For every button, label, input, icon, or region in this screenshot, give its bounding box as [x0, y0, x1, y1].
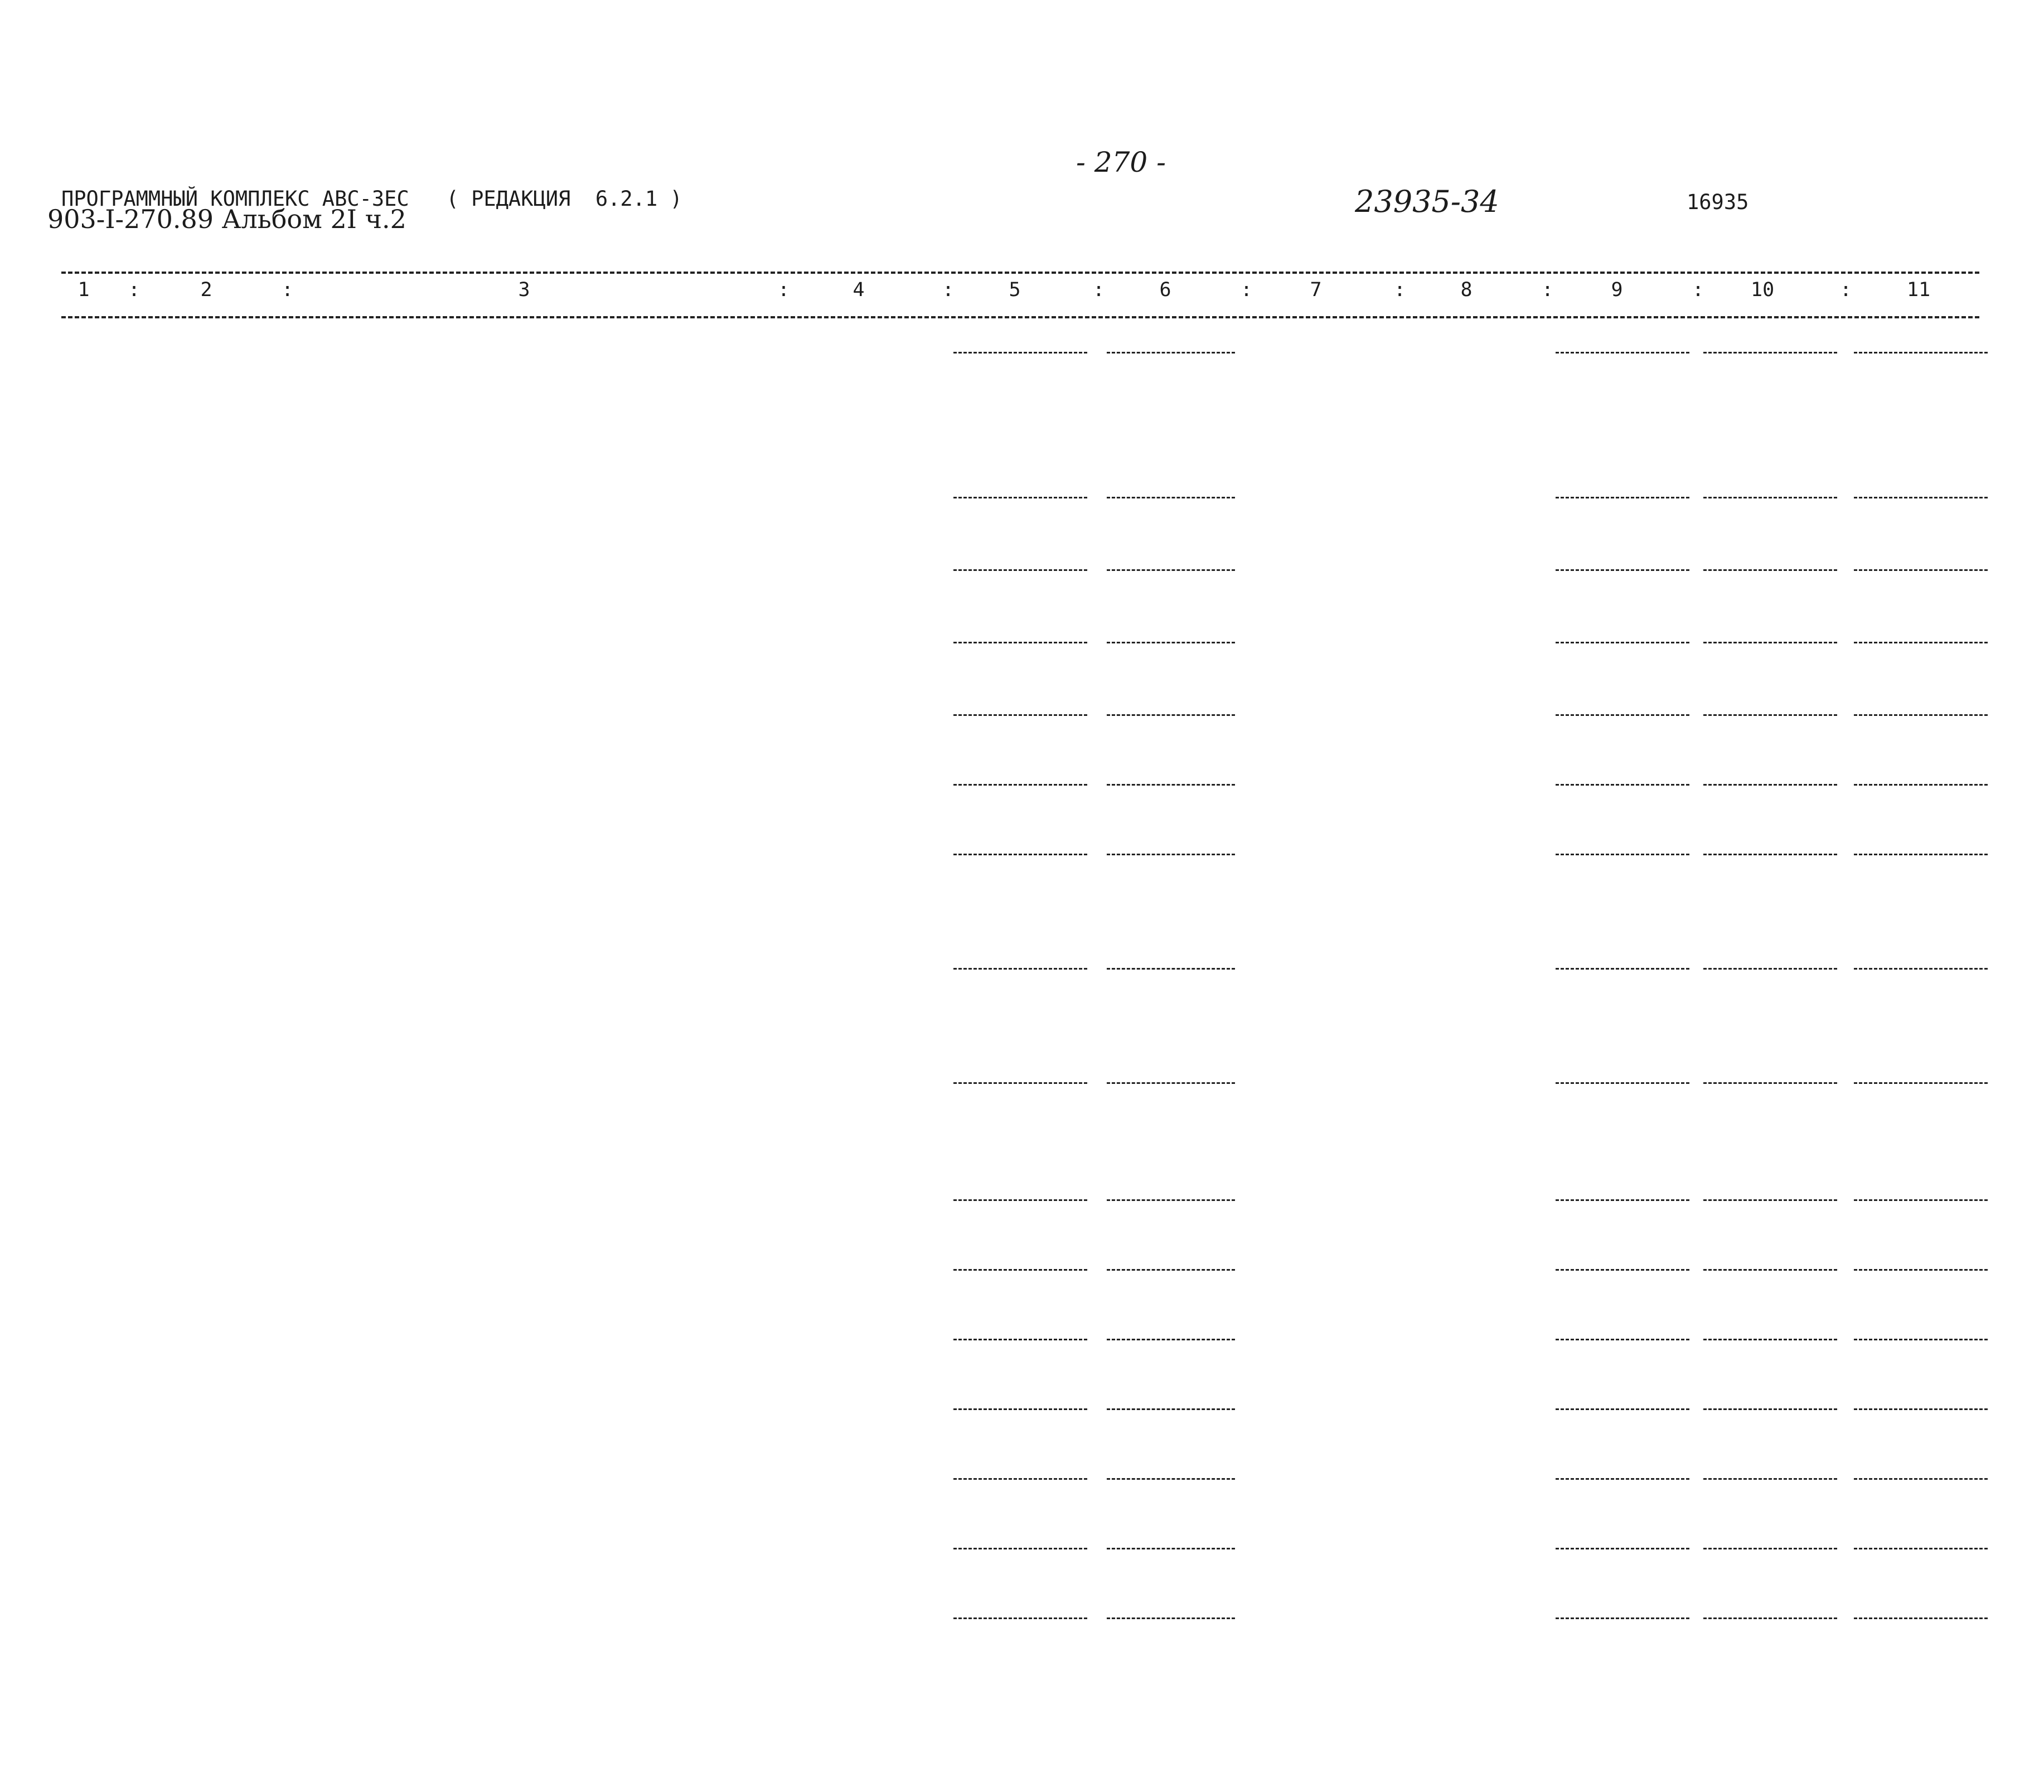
fraction-rule	[1703, 714, 1837, 716]
header-top-rule	[61, 272, 1979, 274]
column-separator: :	[1542, 279, 1554, 301]
fraction-rule	[953, 1082, 1087, 1084]
fraction-rule	[953, 569, 1087, 571]
doc-code: 16935	[1687, 190, 1749, 214]
column-separator: :	[1394, 279, 1406, 301]
fraction-rule	[1854, 1082, 1988, 1084]
fraction-rule	[953, 1269, 1087, 1271]
fraction-rule	[1703, 1339, 1837, 1340]
column-header-8: 8	[1460, 279, 1473, 301]
fraction-rule	[953, 854, 1087, 855]
fraction-rule	[953, 1617, 1087, 1619]
fraction-rule	[953, 1478, 1087, 1480]
fraction-rule	[1703, 1408, 1837, 1410]
column-separator: :	[128, 279, 141, 301]
fraction-rule	[1556, 642, 1689, 643]
fraction-rule	[1854, 1617, 1988, 1619]
column-separator: :	[282, 279, 294, 301]
fraction-rule	[1556, 854, 1689, 855]
fraction-rule	[1556, 714, 1689, 716]
fraction-rule	[1854, 352, 1988, 353]
fraction-rule	[1854, 854, 1988, 855]
fraction-rule	[953, 968, 1087, 970]
fraction-rule	[1854, 1408, 1988, 1410]
fraction-rule	[1703, 497, 1837, 498]
fraction-rule	[1556, 569, 1689, 571]
fraction-rule	[1107, 497, 1235, 498]
fraction-rule	[1107, 714, 1235, 716]
fraction-rule	[953, 1548, 1087, 1549]
column-header-6: 6	[1159, 279, 1171, 301]
column-separator: :	[1093, 279, 1105, 301]
fraction-rule	[953, 352, 1087, 353]
fraction-rule	[1556, 352, 1689, 353]
fraction-rule	[1703, 1548, 1837, 1549]
fraction-rule	[1107, 1199, 1235, 1201]
fraction-rule	[1556, 784, 1689, 786]
fraction-rule	[953, 1199, 1087, 1201]
fraction-rule	[1703, 854, 1837, 855]
fraction-rule	[1854, 1548, 1988, 1549]
fraction-rule	[1556, 1478, 1689, 1480]
program-line: ПРОГРАММНЫЙ КОМПЛЕКС АВС-3ЕС ( РЕДАКЦИЯ 6.2.1 )	[61, 187, 682, 211]
fraction-rule	[1703, 968, 1837, 970]
fraction-rule	[1703, 784, 1837, 786]
column-separator: :	[1692, 279, 1704, 301]
fraction-rule	[1703, 352, 1837, 353]
fraction-rule	[1703, 1269, 1837, 1271]
fraction-rule	[1107, 1269, 1235, 1271]
fraction-rule	[1556, 1339, 1689, 1340]
column-header-2: 2	[200, 279, 212, 301]
fraction-rule	[1854, 714, 1988, 716]
fraction-rule	[1556, 1082, 1689, 1084]
column-header-5: 5	[1009, 279, 1021, 301]
column-header-4: 4	[853, 279, 865, 301]
fraction-rule	[1854, 1339, 1988, 1340]
fraction-rule	[1556, 1199, 1689, 1201]
header-bottom-rule	[61, 316, 1979, 318]
fraction-rule	[1556, 1548, 1689, 1549]
fraction-rule	[953, 1408, 1087, 1410]
fraction-rule	[1854, 784, 1988, 786]
column-separator: :	[1241, 279, 1253, 301]
fraction-rule	[1107, 968, 1235, 970]
fraction-rule	[1107, 1408, 1235, 1410]
fraction-rule	[953, 1339, 1087, 1340]
fraction-rule	[1107, 642, 1235, 643]
fraction-rule	[1854, 642, 1988, 643]
fraction-rule	[953, 497, 1087, 498]
fraction-rule	[1703, 1617, 1837, 1619]
column-separator: :	[942, 279, 955, 301]
fraction-rule	[1107, 569, 1235, 571]
fraction-rule	[1854, 1199, 1988, 1201]
fraction-rule	[953, 714, 1087, 716]
column-separator: :	[778, 279, 790, 301]
doc-number: 23935-34	[1355, 184, 1499, 219]
column-header-9: 9	[1611, 279, 1623, 301]
fraction-rule	[1556, 1617, 1689, 1619]
fraction-rule	[1107, 1478, 1235, 1480]
column-header-1: 1	[78, 279, 90, 301]
fraction-rule	[1107, 1548, 1235, 1549]
fraction-rule	[1854, 968, 1988, 970]
fraction-rule	[1107, 352, 1235, 353]
fraction-rule	[953, 642, 1087, 643]
fraction-rule	[1703, 569, 1837, 571]
column-header-7: 7	[1310, 279, 1322, 301]
fraction-rule	[1854, 1269, 1988, 1271]
fraction-rule	[1107, 784, 1235, 786]
album-line: 903-I-270.89 Альбом 2I ч.2	[47, 204, 406, 234]
fraction-rule	[1556, 497, 1689, 498]
fraction-rule	[1854, 497, 1988, 498]
fraction-rule	[1854, 1478, 1988, 1480]
fraction-rule	[1854, 569, 1988, 571]
fraction-rule	[1703, 1478, 1837, 1480]
fraction-rule	[1107, 1339, 1235, 1340]
column-header-3: 3	[518, 279, 530, 301]
page-number: - 270 -	[1076, 146, 1166, 178]
fraction-rule	[1703, 1199, 1837, 1201]
column-header-10: 10	[1751, 279, 1775, 301]
fraction-rule	[1556, 1269, 1689, 1271]
fraction-rule	[953, 784, 1087, 786]
fraction-rule	[1107, 854, 1235, 855]
fraction-rule	[1107, 1617, 1235, 1619]
fraction-rule	[1107, 1082, 1235, 1084]
column-header-11: 11	[1907, 279, 1931, 301]
fraction-rule	[1703, 1082, 1837, 1084]
column-separator: :	[1840, 279, 1852, 301]
fraction-rule	[1703, 642, 1837, 643]
fraction-rule	[1556, 968, 1689, 970]
fraction-rule	[1556, 1408, 1689, 1410]
